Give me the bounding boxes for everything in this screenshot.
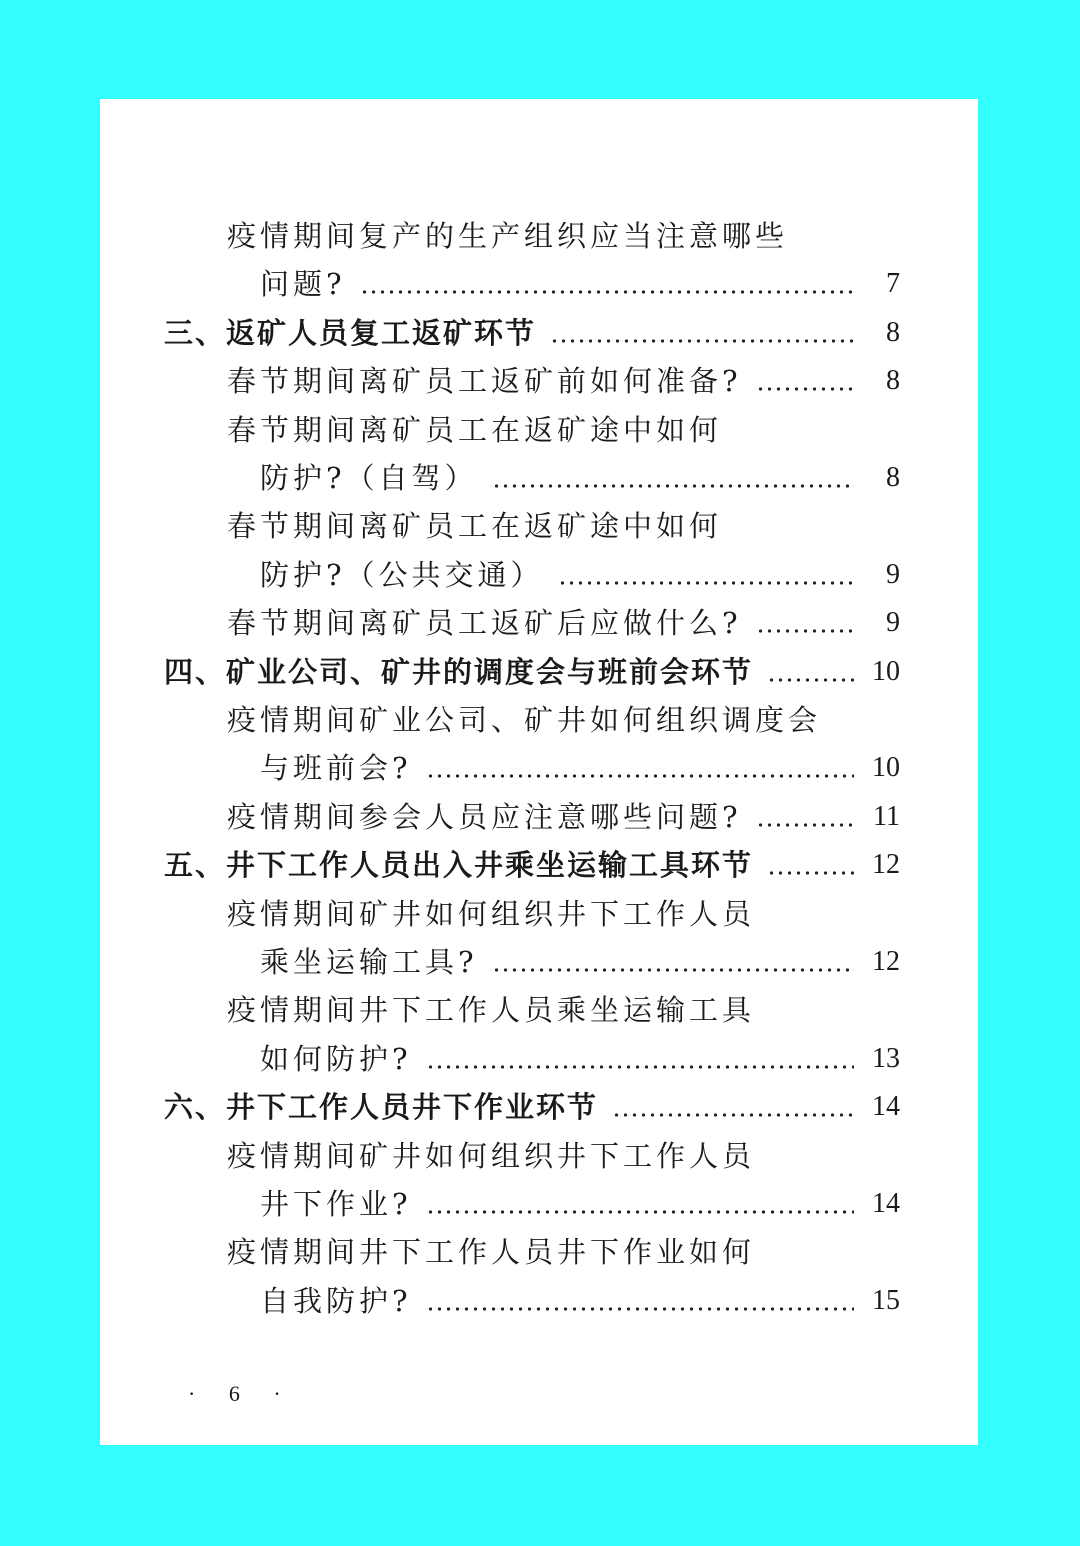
- toc-entry-title: 如何防护?: [260, 1041, 412, 1076]
- toc-page-number: 8: [886, 365, 900, 397]
- toc-entry-title: 井下作业?: [260, 1187, 412, 1221]
- toc-entry-title: 疫情期间复产的生产组织应当注意哪些: [227, 219, 789, 253]
- toc-entry-title: 春节期间离矿员工返矿前如何准备?: [227, 364, 742, 399]
- toc-entry-line: [227, 890, 755, 938]
- dot-leader: [492, 454, 854, 502]
- table-of-contents: [100, 99, 978, 1445]
- toc-entry-line: [227, 1132, 755, 1180]
- toc-entry-title: 疫情期间参会人员应注意哪些问题?: [227, 799, 742, 834]
- toc-section-title: 三、返矿人员复工返矿环节: [164, 315, 537, 350]
- dot-leader: [558, 551, 854, 599]
- toc-entry-line: [227, 696, 821, 744]
- dot-leader: [767, 841, 854, 889]
- dot-leader: [360, 260, 854, 308]
- toc-section-line: [164, 841, 900, 889]
- toc-page-number: 11: [873, 800, 900, 832]
- page-number: · 6 ·: [188, 1381, 295, 1406]
- toc-section-line: [164, 648, 900, 696]
- dot-leader: [756, 599, 854, 647]
- toc-entry-line: [260, 1277, 900, 1325]
- toc-entry-title: 与班前会?: [260, 751, 412, 786]
- toc-entry-title: 自我防护?: [260, 1283, 412, 1318]
- toc-page-number: 8: [886, 316, 900, 348]
- toc-page-number: 9: [886, 607, 900, 639]
- toc-page-number: 13: [872, 1042, 900, 1074]
- toc-entry-title: 问题?: [260, 267, 346, 302]
- toc-entry-title: 春节期间离矿员工在返矿途中如何: [227, 412, 723, 447]
- toc-entry-line: [260, 260, 900, 308]
- dot-leader: [426, 1277, 854, 1325]
- toc-entry-line: [227, 357, 900, 405]
- dot-leader: [550, 309, 854, 357]
- toc-entry-line: [227, 599, 900, 647]
- toc-page-number: 12: [872, 946, 900, 977]
- toc-entry-title: 春节期间离矿员工在返矿途中如何: [227, 509, 723, 544]
- toc-entry-line: [260, 1180, 900, 1228]
- toc-entry-line: [260, 1035, 900, 1083]
- toc-entry-line: [227, 502, 722, 550]
- toc-page-number: 8: [886, 462, 900, 493]
- toc-page-number: 7: [886, 268, 900, 300]
- dot-leader: [426, 1180, 854, 1228]
- toc-entry-line: [227, 1228, 755, 1276]
- toc-entry-line: [260, 744, 900, 792]
- book-page: [100, 99, 978, 1445]
- toc-entry-line: [227, 793, 900, 841]
- dot-leader: [612, 1083, 854, 1131]
- toc-section-line: [164, 1083, 900, 1131]
- toc-entry-line: [227, 212, 788, 260]
- dot-leader: [492, 938, 854, 986]
- toc-entry-title: 乘坐运输工具?: [260, 945, 478, 979]
- toc-page-number: 9: [886, 558, 900, 590]
- toc-section-title: 五、井下工作人员出入井乘坐运输工具环节: [164, 848, 754, 883]
- toc-page-number: 14: [872, 1091, 900, 1123]
- toc-entry-title: 疫情期间井下工作人员乘坐运输工具: [227, 993, 756, 1028]
- toc-section-title: 六、井下工作人员井下作业环节: [164, 1090, 599, 1125]
- toc-entry-line: [227, 406, 722, 454]
- toc-page-number: 12: [872, 849, 900, 881]
- toc-entry-line: [227, 986, 755, 1034]
- toc-page-number: 10: [872, 752, 900, 784]
- dot-leader: [426, 1035, 854, 1083]
- toc-entry-line: [260, 551, 900, 599]
- dot-leader: [756, 793, 854, 841]
- toc-entry-title: 疫情期间井下工作人员井下作业如何: [227, 1235, 756, 1270]
- toc-entry-title: 疫情期间矿业公司、矿井如何组织调度会: [227, 703, 822, 737]
- dot-leader: [426, 744, 854, 792]
- toc-page-number: 10: [872, 655, 900, 687]
- toc-entry-title: 疫情期间矿井如何组织井下工作人员: [227, 896, 756, 931]
- toc-entry-line: [260, 938, 900, 986]
- toc-entry-title: 疫情期间矿井如何组织井下工作人员: [227, 1138, 756, 1173]
- dot-leader: [767, 648, 854, 696]
- dot-leader: [756, 357, 854, 405]
- toc-entry-line: [260, 454, 900, 502]
- toc-section-title: 四、矿业公司、矿井的调度会与班前会环节: [164, 654, 754, 689]
- toc-entry-title: 防护?（自驾）: [260, 461, 478, 495]
- toc-section-line: [164, 309, 900, 357]
- toc-page-number: 15: [872, 1284, 900, 1316]
- toc-entry-title: 防护?（公共交通）: [260, 557, 544, 592]
- toc-entry-title: 春节期间离矿员工返矿后应做什么?: [227, 606, 742, 641]
- toc-page-number: 14: [872, 1188, 900, 1219]
